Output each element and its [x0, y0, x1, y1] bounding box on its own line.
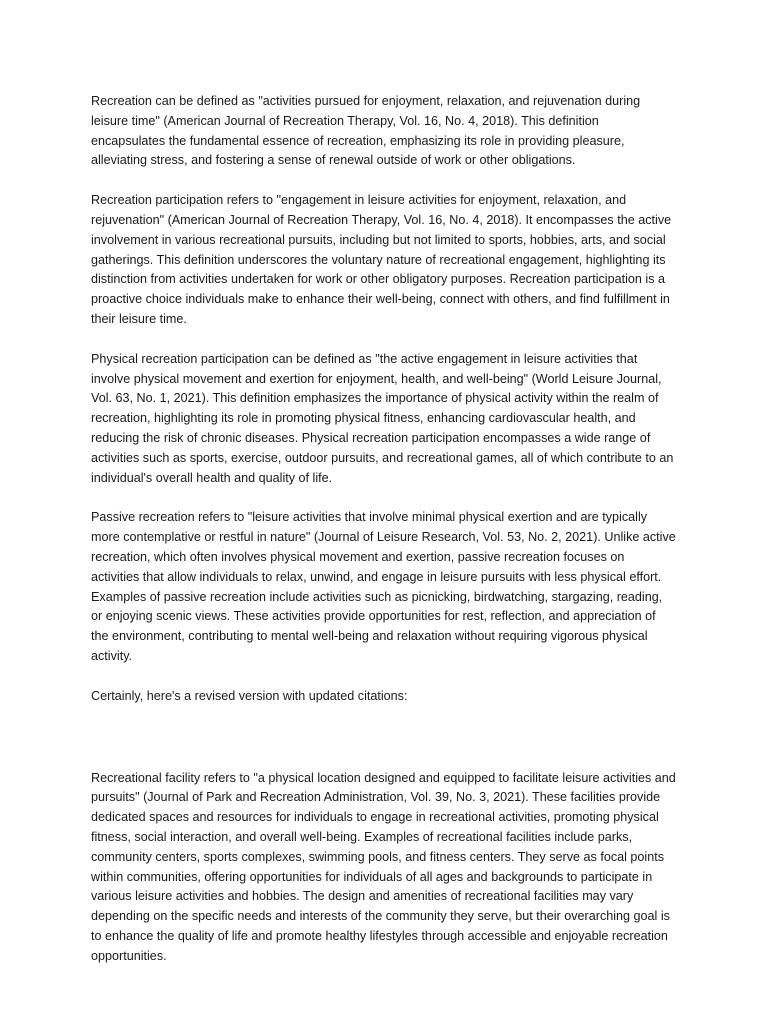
paragraph-recreation-participation: Recreation participation refers to "engagement in leisure activities for enjoyment, relaxation, and rejuvenation" (American Journal of Recreation Therapy, Vol. 16, No. 4, 2018). It encompasses the active involvement in various recreational pursuits, including but not limited to sports, hobbies, arts, and social gatherings. This definition underscores the voluntary nature of recreational engagement, highlighting its distinction from activities undertaken for work or other obligatory purposes. Recreation participation is a proactive choice individuals make to enhance their well-being, connect with others, and find fulfillment in their leisure time. — [91, 193, 672, 326]
blank-space — [91, 727, 676, 769]
paragraph-physical-recreation: Physical recreation participation can be defined as "the active engagement in leisure activities that involve physical movement and exertion for enjoyment, health, and well-being" (World Leisure Journal, Vol. 63, No. 1, 2021). This definition emphasizes the importance of physical activity within the realm of recreation, highlighting its role in promoting physical fitness, enhancing cardiovascular health, and reducing the risk of chronic diseases. Physical recreation participation encompasses a wide range of activities such as sports, exercise, outdoor pursuits, and recreational games, all of which contribute to an individual's overall health and quality of life. — [91, 351, 674, 485]
paragraph-recreational-facility: Recreational facility refers to "a physical location designed and equipped to facilitate leisure activities and pursuits" (Journal of Park and Recreation Administration, Vol. 39, No. 3, 2021). These facilities provide dedicated spaces and resources for individuals to engage in recreational activities, promoting physical fitness, social interaction, and overall well-being. Examples of recreational facilities include parks, community centers, sports complexes, swimming pools, and fitness centers. They serve as focal points within communities, offering opportunities for individuals of all ages and backgrounds to participate in various leisure activities and hobbies. The design and amenities of recreational facilities may vary depending on the specific needs and interests of the community they serve, but their overarching goal is to enhance the quality of life and promote healthy lifestyles through accessible and enjoyable recreation opportunities. — [91, 770, 676, 963]
paragraph-recreation-definition: Recreation can be defined as "activities pursued for enjoyment, relaxation, and rejuvenation during leisure time" (American Journal of Recreation Therapy, Vol. 16, No. 4, 2018). This definition encapsulates the fundamental essence of recreation, emphasizing its role in providing pleasure, alleviating stress, and fostering a sense of renewal outside of work or other obligations. — [91, 94, 641, 168]
paragraph-revised-version-note: Certainly, here's a revised version with updated citations: — [91, 688, 408, 703]
paragraph-passive-recreation: Passive recreation refers to "leisure activities that involve minimal physical exertion and are typically more contemplative or restful in nature" (Journal of Leisure Research, Vol. 53, No. 2, 2021). Unlike active recreation, which often involves physical movement and exertion, passive recreation focuses on activities that allow individuals to relax, unwind, and engage in leisure pursuits with less physical effort. Examples of passive recreation include activities such as picnicking, birdwatching, stargazing, reading, or enjoying scenic views. These activities provide opportunities for rest, reflection, and appreciation of the environment, contributing to mental well-being and relaxation without requiring vigorous physical activity. — [91, 510, 676, 663]
